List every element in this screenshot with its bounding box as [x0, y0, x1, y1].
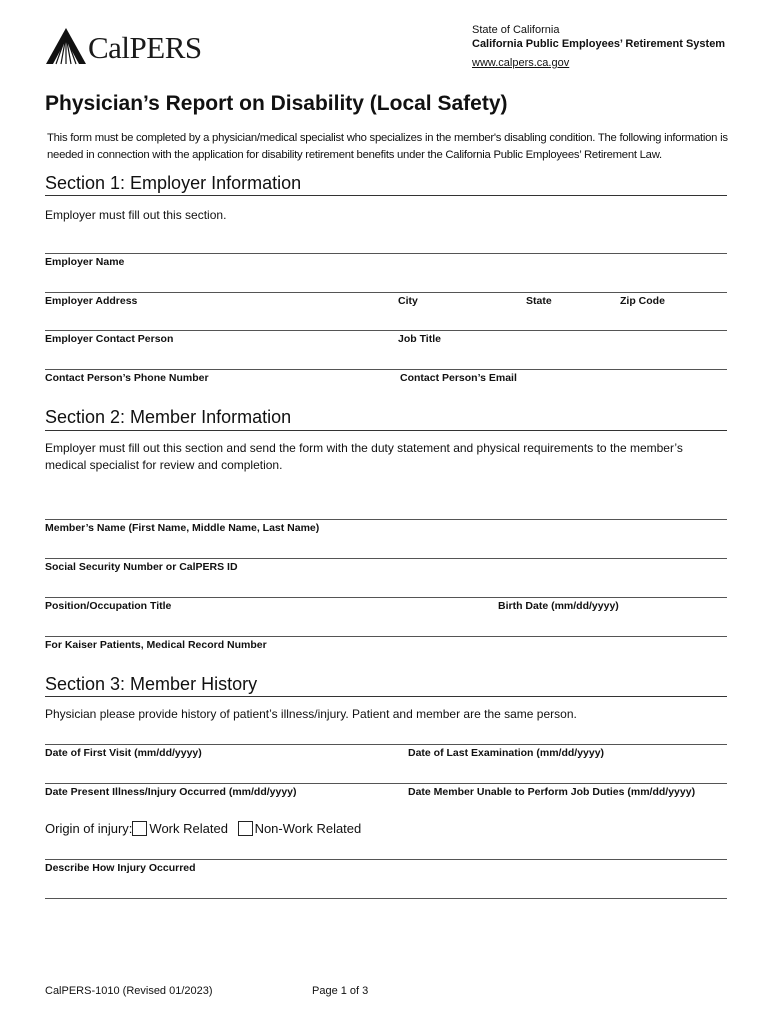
section3-title: Section 3: Member History	[45, 674, 258, 694]
phone-field[interactable]: Contact Person’s Phone Number	[45, 372, 209, 384]
divider	[45, 330, 727, 331]
divider	[45, 292, 727, 293]
describe-injury-field[interactable]: Describe How Injury Occurred	[45, 862, 196, 874]
section1-note: Employer must fill out this section.	[45, 208, 227, 222]
job-title-field[interactable]: Job Title	[398, 333, 441, 345]
website-link[interactable]: www.calpers.ca.gov	[472, 57, 570, 69]
divider	[45, 369, 727, 370]
intro-text: This form must be completed by a physician/medical specialist who specializes in the member's disabling condition. The following information is needed in connection with the application for disability retirement benefits under the California Public Employees’ Retirement Law.	[47, 132, 728, 161]
divider	[45, 744, 727, 745]
divider	[45, 558, 727, 559]
page-title: Physician’s Report on Disability (Local Safety)	[45, 92, 508, 115]
last-exam-field[interactable]: Date of Last Examination (mm/dd/yyyy)	[408, 747, 605, 759]
contact-person-field[interactable]: Employer Contact Person	[45, 333, 174, 345]
logo-text: CalPERS	[88, 30, 202, 65]
section1-rule	[45, 195, 727, 196]
kaiser-record-field[interactable]: For Kaiser Patients, Medical Record Number	[45, 639, 267, 651]
section2-note: Employer must fill out this section and send the form with the duty statement and physical requirements to the member’s medical specialist for review and completion.	[45, 441, 683, 472]
divider	[45, 519, 727, 520]
divider	[45, 597, 727, 598]
work-related-checkbox[interactable]	[132, 821, 147, 836]
origin-label: Origin of injury:	[45, 821, 133, 837]
illness-date-field[interactable]: Date Present Illness/Injury Occurred (mm/dd/yyyy)	[45, 786, 297, 798]
email-field[interactable]: Contact Person’s Email	[400, 372, 517, 384]
zip-code-field[interactable]: Zip Code	[620, 295, 665, 307]
work-related-label: Work Related	[149, 821, 228, 837]
page-number: Page 1 of 3	[312, 985, 369, 997]
origin-of-injury	[45, 820, 361, 836]
employer-address-field[interactable]: Employer Address	[45, 295, 138, 307]
section1-title: Section 1: Employer Information	[45, 173, 302, 193]
calpers-logo-icon	[44, 26, 88, 70]
divider	[45, 783, 727, 784]
state-field[interactable]: State	[526, 295, 552, 307]
first-visit-field[interactable]: Date of First Visit (mm/dd/yyyy)	[45, 747, 202, 759]
divider	[45, 636, 727, 637]
non-work-related-label: Non-Work Related	[254, 821, 362, 837]
form-id: CalPERS-1010 (Revised 01/2023)	[45, 985, 213, 997]
section3-rule	[45, 696, 727, 697]
member-name-field[interactable]: Member’s Name (First Name, Middle Name, Last Name)	[45, 522, 320, 534]
state-label: State of California	[472, 24, 560, 36]
section3-note: Physician please provide history of patient’s illness/injury. Patient and member are the same person.	[45, 707, 577, 721]
section2-title: Section 2: Member Information	[45, 407, 292, 427]
agency-block	[472, 23, 725, 70]
section2-rule	[45, 430, 727, 431]
position-field[interactable]: Position/Occupation Title	[45, 600, 172, 612]
divider	[45, 253, 727, 254]
divider	[45, 898, 727, 899]
employer-name-field[interactable]: Employer Name	[45, 256, 125, 268]
divider	[45, 859, 727, 860]
ssn-field[interactable]: Social Security Number or CalPERS ID	[45, 561, 238, 573]
agency-name: California Public Employees’ Retirement System	[472, 38, 726, 50]
city-field[interactable]: City	[398, 295, 418, 307]
unable-date-field[interactable]: Date Member Unable to Perform Job Duties (mm/dd/yyyy)	[408, 786, 696, 798]
non-work-related-checkbox[interactable]	[238, 821, 253, 836]
birth-date-field[interactable]: Birth Date (mm/dd/yyyy)	[498, 600, 619, 612]
